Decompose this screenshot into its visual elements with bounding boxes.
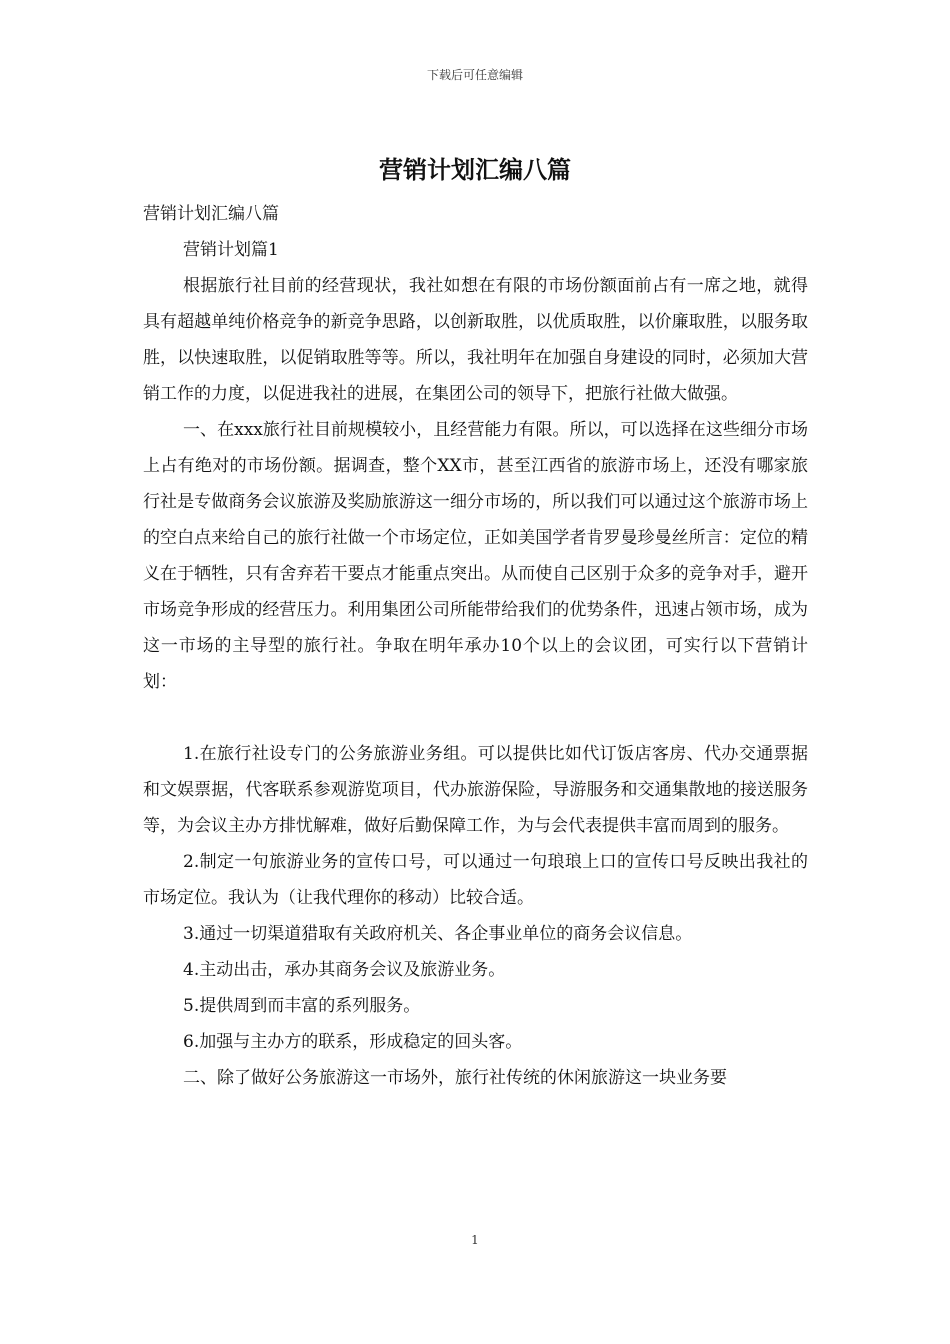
document-subtitle: 营销计划汇编八篇 (143, 204, 279, 224)
list-item: 3.通过一切渠道猎取有关政府机关、各企事业单位的商务会议信息。 (183, 924, 693, 944)
list-item: 1.在旅行社设专门的公务旅游业务组。可以提供比如代订饭店客房、代办交通票据和文娱票据，代客联系参观游览项目，代办旅游保险，导游服务和交通集散地的接送服务等，为会议主办方排忧解难，做好后勤保障工作，为与会代表提供丰富而周到的服务。 (143, 744, 808, 836)
document-body (143, 196, 808, 1096)
page-header-note: 下载后可任意编辑 (426, 68, 523, 82)
page-number: 1 (471, 1233, 479, 1247)
paragraph-section-two: 二、除了做好公务旅游这一市场外，旅行社传统的休闲旅游这一块业务要 (183, 1068, 727, 1088)
list-item: 5.提供周到而丰富的系列服务。 (183, 996, 421, 1016)
paragraph-section-one: 一、在xxx旅行社目前规模较小，且经营能力有限。所以，可以选择在这些细分市场上占有绝对的市场份额。据调查，整个XX市，甚至江西省的旅游市场上，还没有哪家旅行社是专做商务会议旅游及奖励旅游这一细分市场的，所以我们可以通过这个旅游市场上的空白点来给自己的旅行社做一个市场定位，正如美国学者肯罗曼珍曼丝所言：定位的精义在于牺牲，只有舍弃若干要点才能重点突出。从而使自己区别于众多的竞争对手，避开市场竞争形成的经营压力。利用集团公司所能带给我们的优势条件，迅速占领市场，成为这一市场的主导型的旅行社。争取在明年承办10个以上的会议团，可实行以下营销计划： (143, 420, 808, 692)
list-item: 6.加强与主办方的联系，形成稳定的回头客。 (183, 1032, 523, 1052)
paragraph-intro: 根据旅行社目前的经营现状，我社如想在有限的市场份额面前占有一席之地，就得具有超越单纯价格竞争的新竞争思路，以创新取胜，以优质取胜，以价廉取胜，以服务取胜，以快速取胜，以促销取胜等等。所以，我社明年在加强自身建设的同时，必须加大营销工作的力度，以促进我社的进展，在集团公司的领导下，把旅行社做大做强。 (143, 276, 808, 404)
list-item: 4.主动出击，承办其商务会议及旅游业务。 (183, 960, 506, 980)
list-item: 2.制定一句旅游业务的宣传口号，可以通过一句琅琅上口的宣传口号反映出我社的市场定位。我认为（让我代理你的移动）比较合适。 (143, 852, 808, 908)
section-heading: 营销计划篇1 (183, 240, 279, 260)
document-title: 营销计划汇编八篇 (379, 155, 571, 184)
